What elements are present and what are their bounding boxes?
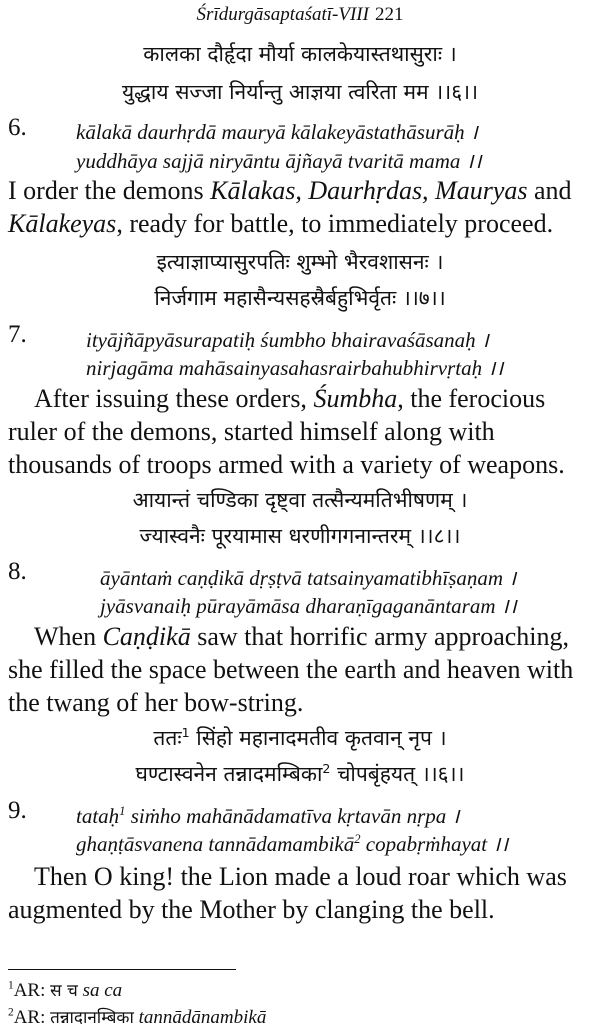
verse-6-devanagari-line-1: कालका दौर्हृदा मौर्या कालकेयास्तथासुराः । <box>143 42 457 66</box>
verse-9-translation: Then O king! the Lion made a loud roar which was augmented by the Mother by clanging the bell. <box>8 862 567 924</box>
verse-9-translit-line-1: tataḥ$^1$ siṁho mahānādamatīva kṛtavān nṛpa । <box>76 804 460 828</box>
verse-7-devanagari-line-1: इत्याज्ञाप्यासुरपतिः शुम्भो भैरवशासनः । <box>156 250 444 274</box>
verse-8-devanagari-line-2: ज्यास्वनैः पूरयामास धरणीगगनान्तरम् ।।८।। <box>139 524 461 548</box>
verse-8-translit-line-1: āyāntaṁ caṇḍikā dṛṣṭvā tatsainyamatibhīṣaṇam । <box>100 566 517 590</box>
verse-6-number: 6. <box>8 114 27 141</box>
verse-6-translation: I order the demons Kālakas, Daurhṛdas, Mauryas and Kālakeyas, ready for battle, to immediately proceed. <box>8 176 572 238</box>
verse-7-translit-line-1: ityājñāpyāsurapatiḥ śumbho bhairavaśāsanaḥ । <box>86 328 489 352</box>
footnote-1: $^1$AR: स च sa ca <box>8 979 123 1001</box>
running-header <box>0 4 600 26</box>
verse-8-devanagari-line-1: आयान्तं चण्डिका दृष्ट्वा तत्सैन्यमतिभीषणम् । <box>132 488 468 512</box>
verse-8-number: 8. <box>8 558 27 585</box>
verse-9-number: 9. <box>8 797 27 824</box>
verse-8-translation: When Caṇḍikā saw that horrific army approaching, she filled the space between the earth and heaven with the twang of her bow-string. <box>8 622 574 717</box>
verse-6-translit-line-1: kālakā daurhṛdā mauryā kālakeyāstathāsurāḥ । <box>76 120 478 144</box>
verse-7-translit-line-2: nirjagāma mahāsainyasahasrairbahubhirvṛtaḥ ।। <box>86 356 504 380</box>
verse-6-translit-line-2: yuddhāya sajjā niryāntu ājñayā tvaritā mama ।। <box>76 149 482 173</box>
verse-6-devanagari-line-2: युद्धाय सज्जा निर्यान्तु आज्ञया त्वरिता मम ।।६।। <box>121 80 479 104</box>
verse-7-translation: After issuing these orders, Śumbha, the ferocious ruler of the demons, started himself along with thousands of troops armed with a variety of weapons. <box>8 384 565 479</box>
verse-7-number: 7. <box>8 321 27 348</box>
page-number: 221 <box>374 4 404 25</box>
header-title: Śrīdurgāsaptaśatī-VIII <box>196 4 369 25</box>
verse-9-devanagari-line-2: घण्टास्वनेन तन्नादमम्बिका$^2$ चोपबृंहयत् ।।६।। <box>135 761 465 786</box>
footnote-2: $^2$AR: तन्नादानम्बिका tannādānambikā <box>8 1006 267 1028</box>
verse-9-devanagari-line-1: ततः$^1$ सिंहो महानादमतीव कृतवान् नृप । <box>153 725 447 750</box>
verse-8-translit-line-2: jyāsvanaiḥ pūrayāmāsa dharaṇīgaganāntaram ।। <box>100 594 517 618</box>
verse-9-translit-line-2: ghaṇṭāsvanena tannādamambikā$^2$ copabṛṁhayat ।। <box>76 832 509 856</box>
footnote-divider <box>8 969 236 970</box>
verse-7-devanagari-line-2: निर्जगाम महासैन्यसहस्रैर्बहुभिर्वृतः ।।७।। <box>154 286 446 310</box>
